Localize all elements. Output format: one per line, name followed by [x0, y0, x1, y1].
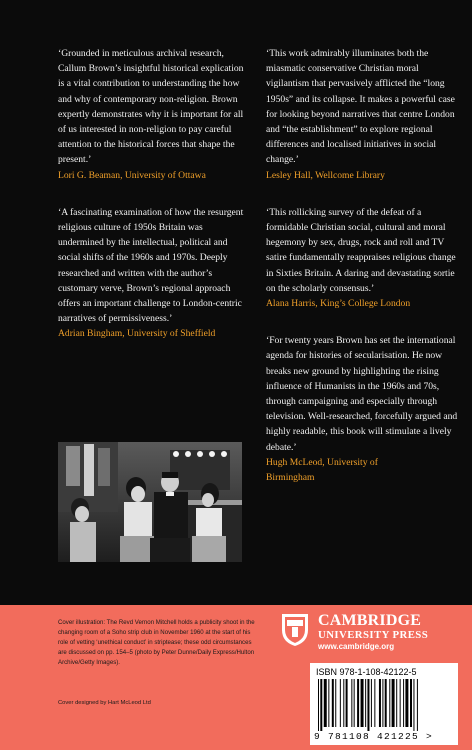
barcode-bar	[354, 679, 355, 727]
barcode-bar	[417, 679, 418, 731]
reviews-left-column	[58, 46, 244, 364]
cover-designer: Cover designed by Hart McLeod Ltd	[58, 700, 151, 706]
review	[58, 46, 244, 183]
review-attribution: Lesley Hall, Wellcome Library	[266, 169, 385, 181]
barcode-addon: >	[426, 731, 434, 742]
barcode-bar	[374, 679, 375, 727]
review	[266, 205, 462, 311]
barcode-bar	[351, 679, 352, 727]
review-quote: ‘A fascinating examination of how the resurgent religious culture of 1950s Britain was undermined by the intellectual, political and social shifts of the 1960s and 1970s. Deeply researched and written with the author’s customary verve, Brown’s regional approach offers an important challenge to London-centric narratives of permissiveness.’	[58, 206, 244, 325]
barcode-bar	[396, 679, 397, 727]
review-attribution: Adrian Bingham, University of Sheffield	[58, 328, 216, 340]
barcode-digits	[314, 731, 454, 742]
review-quote: ‘This rollicking survey of the defeat of a formidable Christian social, cultural and moral hegemony by sex, drugs, rock and roll and TV satire fundamentally reappraises religious change in Sixties Britain. A daring and devastating sortie on the scholarly consensus.’	[266, 206, 456, 294]
review-quote: ‘Grounded in meticulous archival research, Callum Brown’s insightful historical explication is a vital contribution to understanding the how and why of contemporary non-religion. Brown expertly demonstrates why it is important for all of us interested in non-religion to pay careful attention to the historical forces that shape the present.’	[58, 48, 244, 166]
review-quote: ‘This work admirably illuminates both the miasmatic conservative Christian moral vigilantism that pervasively afflicted the “long 1950s” and its collapse. It makes a powerful case for looking beyond narratives that centre London and “the establishment” to explore regional differences and localised initiatives in social change.’	[266, 48, 455, 166]
barcode-bar	[357, 679, 359, 727]
barcode-bar	[379, 679, 381, 727]
barcode-bar	[332, 679, 334, 727]
barcode-bar	[365, 679, 366, 727]
publisher-subtitle: UNIVERSITY PRESS	[318, 629, 429, 641]
photo-illustration	[58, 442, 242, 562]
barcode-bar	[335, 679, 336, 727]
barcode-bar	[403, 679, 404, 727]
publisher-block	[318, 612, 458, 652]
barcode-bar	[320, 679, 322, 731]
barcode-bar	[400, 679, 401, 727]
isbn-label: ISBN 978-1-108-42122-5	[316, 667, 417, 677]
barcode-icon	[318, 679, 450, 731]
barcode-box	[310, 663, 458, 745]
barcode-bar	[343, 679, 344, 727]
barcode-bar	[371, 679, 372, 727]
review-attribution: Hugh McLeod, University of Birmingham	[266, 456, 378, 484]
cover-caption: Cover illustration: The Revd Vernon Mitchell holds a publicity shoot in the changing room of a Soho strip club in November 1960 at the start of his role of vetting ‘unethical conduct’ in striptease; these odd circumstances are discussed on pp. 154–5 (photo by Peter Dunne/Daily Express/Hulton Archive/Getty Images).	[58, 619, 255, 666]
barcode-number: 9 781108 421225	[314, 731, 420, 742]
barcode-bar	[328, 679, 329, 727]
review	[58, 205, 244, 342]
cover-photo	[58, 442, 242, 562]
barcode-bar	[382, 679, 383, 727]
publisher-url: www.cambridge.org	[318, 642, 395, 651]
barcode-bar	[405, 679, 408, 727]
barcode-bar	[361, 679, 364, 727]
barcode-bar	[413, 679, 414, 731]
barcode-bar	[392, 679, 395, 727]
barcode-bar	[385, 679, 387, 727]
barcode-bar	[367, 679, 369, 731]
reviews-right-column	[266, 46, 462, 507]
review-attribution: Lori G. Beaman, University of Ottawa	[58, 169, 206, 181]
review-attribution: Alana Harris, King’s College London	[266, 298, 411, 310]
barcode-bar	[340, 679, 341, 727]
barcode-bar	[410, 679, 412, 727]
barcode-bar	[318, 679, 319, 731]
review	[266, 333, 462, 485]
crest-icon	[280, 612, 310, 648]
review	[266, 46, 462, 183]
publisher-name: CAMBRIDGE	[318, 612, 422, 629]
review-quote: ‘For twenty years Brown has set the international agenda for histories of secularisation. He now breaks new ground by highlighting the rising influence of Humanists in the 1960s and 70s, through campaigning and especially through television. Well-researched, forcefully argued and highly readable, this book will stimulate a lively debate.’	[266, 335, 458, 453]
barcode-bar	[389, 679, 390, 727]
barcode-bar	[346, 679, 348, 727]
barcode-bar	[324, 679, 327, 727]
